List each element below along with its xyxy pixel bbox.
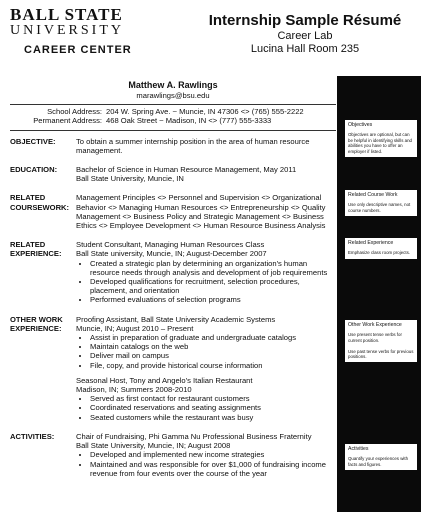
section-coursework [10, 193, 336, 230]
tip-title: Objectives [348, 122, 373, 128]
job1-title: Proofing Assistant, Ball State University Academic Systems [76, 314, 276, 324]
list-item: • File, copy, and provide historical course information [90, 361, 336, 370]
applicant-email: marawlings@bsu.edu [136, 91, 210, 100]
section-label: ACTIVITIES: [10, 431, 55, 441]
list-item: • Maintained and was responsible for over $1,000 of fundraising income revenue from four events over the course of the year [90, 460, 336, 478]
resume-body [10, 80, 336, 478]
section-label-line2: EXPERIENCE: [10, 249, 62, 259]
section-other-work [10, 315, 336, 422]
permanent-address-row [10, 116, 336, 125]
list-item: • Created a strategic plan by determining an organization's human resource needs through analysis and development of job requirements [90, 259, 336, 277]
activity-title: Chair of Fundraising, Phi Gamma Nu Professional Business Fraternity [76, 431, 312, 441]
section-label-line2: COURSEWORK: [10, 202, 70, 212]
list-item: • Served as first contact for restaurant customers [90, 394, 336, 403]
other-work-body [76, 315, 336, 422]
section-related-experience [10, 240, 336, 304]
tip-objectives [345, 120, 417, 157]
section-label-line2: EXPERIENCE: [10, 323, 62, 333]
experience-title: Student Consultant, Managing Human Resources Class [76, 240, 265, 250]
section-label [10, 193, 76, 230]
tips-sidebar [337, 76, 421, 512]
education-degree: Bachelor of Science in Human Resource Management, May 2011 [76, 165, 297, 175]
job2-title: Seasonal Host, Tony and Angelo's Italian Restaurant [76, 375, 253, 385]
logo-text-ballstate: BALL STATE [10, 5, 123, 24]
tip-title: Related Course Work [348, 192, 398, 198]
tip-text: Emphasize class room projects. [348, 250, 410, 256]
list-item: • Developed qualifications for recruitment, selection procedures, placement, and orientation [90, 277, 336, 295]
section-label: OBJECTIVE: [10, 136, 56, 146]
section-label-line1: RELATED [10, 240, 46, 250]
job2-org: Madison, IN; Summers 2008-2010 [76, 385, 192, 395]
section-label-line1: OTHER WORK [10, 314, 63, 324]
document-subtitle-2: Lucina Hall Room 235 [250, 43, 360, 55]
coursework-text: Management Principles <> Personnel and Supervision <> Organizational Behavior <> Managing Human Resources <> Entrepreneurship <> Quality Management <> Business Policy and Strategic Management <> Business Ethics <> Employee Development <> Human Resource Business Analysis [76, 193, 326, 231]
job1-bullets [76, 333, 336, 370]
document-title: Internship Sample Résumé [208, 12, 402, 29]
tip-title: Activities [348, 446, 369, 452]
applicant-name: Matthew A. Rawlings [128, 80, 218, 90]
activities-body [76, 432, 336, 478]
list-item: • Maintain catalogs on the web [90, 342, 336, 351]
tip-activities [345, 444, 417, 470]
logo-line1 [10, 6, 170, 23]
section-label [10, 240, 76, 304]
job2-bullets [76, 394, 336, 422]
education-school: Ball State University, Muncie, IN [76, 174, 184, 184]
permanent-address-value: 468 Oak Street ~ Madison, IN <> (777) 555-3333 [106, 116, 272, 126]
ball-state-logo [10, 6, 170, 56]
school-address-row [10, 107, 336, 116]
list-item: • Developed and implemented new income strategies [90, 450, 336, 459]
experience-body [76, 240, 336, 304]
list-item: • Coordinated reservations and seating assignments [90, 403, 336, 412]
objective-text: To obtain a summer internship position in the area of human resource management. [76, 136, 310, 155]
school-address-value: 204 W. Spring Ave. ~ Muncie, IN 47306 <> (765) 555-2222 [106, 107, 304, 117]
activity-bullets [76, 450, 336, 478]
tip-text: Use only descriptive names, not course numbers. [348, 202, 411, 213]
job1-org: Muncie, IN; August 2010 – Present [76, 323, 194, 333]
section-objective [10, 137, 336, 155]
address-divider [10, 130, 336, 131]
logo-line3: CAREER CENTER [24, 44, 132, 56]
school-address-label: School Address: [47, 107, 102, 117]
tip-coursework [345, 190, 417, 216]
list-item: • Performed evaluations of selection programs [90, 295, 336, 304]
list-item: • Assist in preparation of graduate and undergraduate catalogs [90, 333, 336, 342]
section-label-line1: RELATED [10, 193, 46, 203]
tip-other-work [345, 320, 417, 362]
permanent-address-label: Permanent Address: [33, 116, 102, 126]
section-education [10, 165, 336, 183]
tip-title: Other Work Experience [348, 322, 402, 328]
logo-line2: UNIVERSITY [10, 23, 124, 38]
tip-text: Objectives are optional, but can be helpful in identifying skills and abilities you have to offer an employer if listed. [348, 132, 412, 154]
section-label: EDUCATION: [10, 165, 58, 175]
tip-title: Related Experience [348, 240, 394, 246]
tip-related-experience [345, 238, 417, 259]
document-title-block [200, 12, 410, 56]
tip-text: Use present tense verbs for current position. Use past tense verbs for previous positions. [348, 332, 414, 360]
tip-text: Quantify your experiences with facts and figures. [348, 456, 409, 467]
header-divider [10, 104, 336, 105]
section-label [10, 315, 76, 422]
education-body [76, 165, 336, 183]
list-item: • Seated customers while the restaurant was busy [90, 413, 336, 422]
experience-bullets [76, 259, 336, 305]
list-item: • Deliver mail on campus [90, 351, 336, 360]
activity-org: Ball State University, Muncie, IN; August 2008 [76, 441, 231, 451]
section-activities [10, 432, 336, 478]
experience-org: Ball State university, Muncie, IN; August-December 2007 [76, 249, 267, 259]
document-subtitle-1: Career Lab [277, 30, 333, 42]
